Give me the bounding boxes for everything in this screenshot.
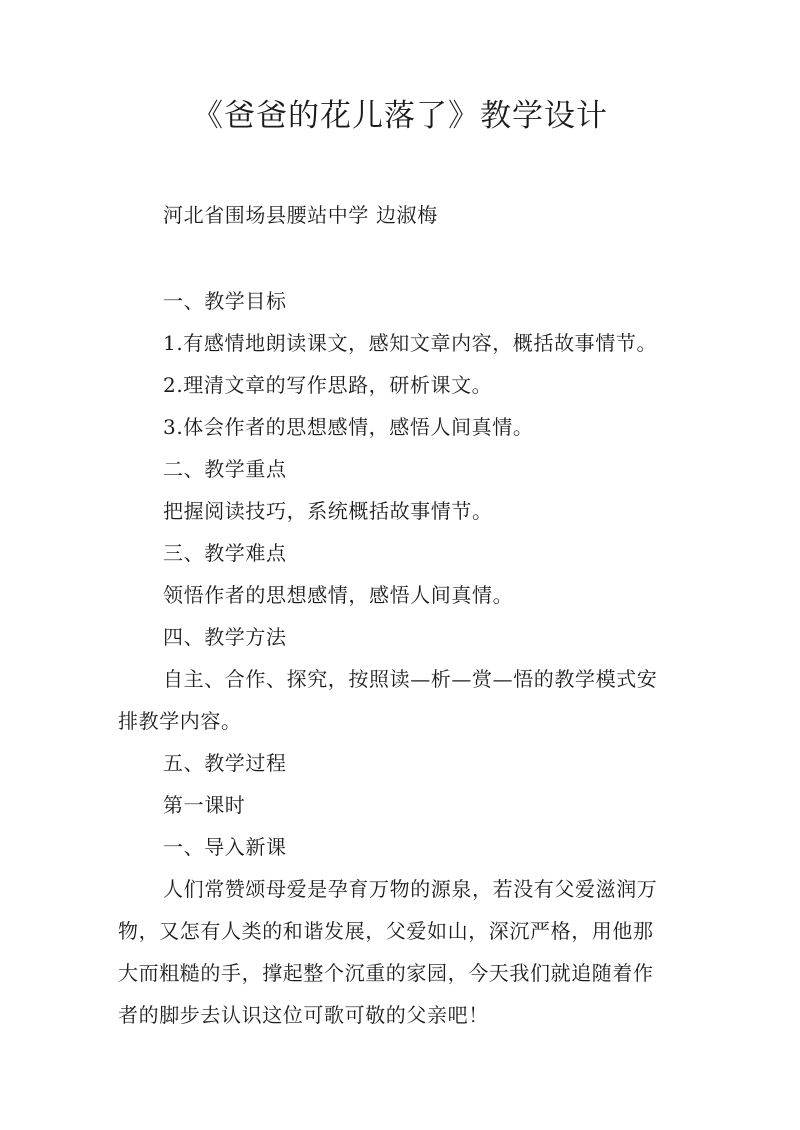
difficulties-text: 领悟作者的思想感情，感悟人间真情。	[163, 583, 514, 607]
section-heading-key-points: 二、教学重点	[163, 457, 287, 481]
intro-paragraph-line-1: 人们常赞颂母爱是孕育万物的源泉，若没有父爱滋润万	[163, 877, 658, 901]
lesson-period-label: 第一课时	[163, 793, 246, 817]
objective-item-3: 3.体会作者的思想感情，感悟人间真情。	[163, 415, 534, 439]
section-heading-difficulties: 三、教学难点	[163, 541, 287, 565]
methods-text-line-1: 自主、合作、探究，按照读—析—赏—悟的教学模式安	[163, 667, 658, 691]
intro-paragraph-line-2: 物，又怎有人类的和谐发展，父爱如山，深沉严格，用他那	[118, 919, 654, 943]
section-heading-objectives: 一、教学目标	[163, 289, 287, 313]
methods-text-line-2: 排教学内容。	[118, 709, 242, 733]
objective-item-2: 2.理清文章的写作思路，研析课文。	[163, 373, 493, 397]
document-title: 《爸爸的花儿落了》教学设计	[192, 98, 608, 134]
subsection-heading-intro: 一、导入新课	[163, 835, 287, 859]
section-heading-methods: 四、教学方法	[163, 625, 287, 649]
section-heading-process: 五、教学过程	[163, 751, 287, 775]
author-line: 河北省围场县腰站中学 边淑梅	[163, 203, 438, 227]
key-points-text: 把握阅读技巧，系统概括故事情节。	[163, 499, 493, 523]
intro-paragraph-line-4: 者的脚步去认识这位可歌可敬的父亲吧！	[118, 1003, 489, 1027]
intro-paragraph-line-3: 大而粗糙的手，撑起整个沉重的家园，今天我们就追随着作	[118, 961, 654, 985]
objective-item-1: 1.有感情地朗读课文，感知文章内容，概括故事情节。	[163, 331, 658, 355]
